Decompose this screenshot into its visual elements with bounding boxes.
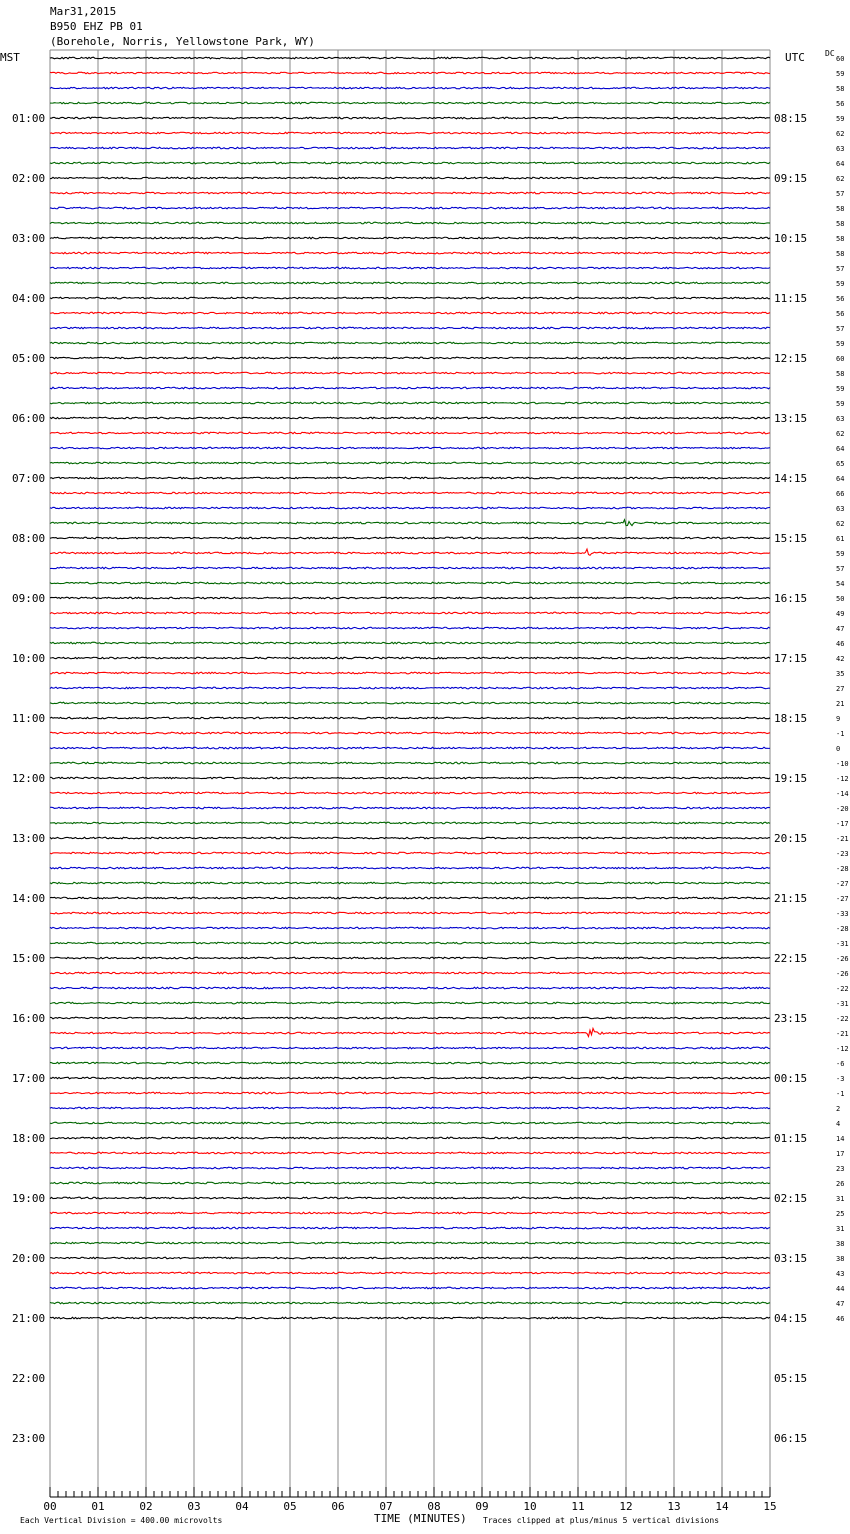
trace-67	[50, 1062, 770, 1064]
mst-hour-label: 11:00	[12, 712, 46, 725]
dc-offset-59: -31	[836, 940, 849, 948]
trace-37	[50, 612, 770, 614]
dc-offset-48: -12	[836, 775, 849, 783]
mst-hour-label: 09:00	[12, 592, 46, 605]
utc-hour-label: 14:15	[774, 472, 808, 485]
dc-offset-81: 43	[836, 1270, 845, 1278]
trace-61	[50, 972, 770, 974]
dc-offset-46: 0	[836, 745, 841, 753]
dc-offset-78: 31	[836, 1225, 845, 1233]
utc-hour-label: 15:15	[774, 532, 808, 545]
dc-offset-17: 56	[836, 310, 845, 318]
dc-offset-63: -31	[836, 1000, 849, 1008]
trace-74	[50, 1167, 770, 1169]
trace-53	[50, 852, 770, 854]
trace-7	[50, 162, 770, 164]
trace-41	[50, 672, 770, 674]
dc-offset-30: 63	[836, 505, 845, 513]
dc-offset-71: 4	[836, 1120, 841, 1128]
dc-offset-61: -26	[836, 970, 849, 978]
dc-offset-56: -27	[836, 895, 849, 903]
x-tick-label: 03	[187, 1500, 201, 1513]
x-tick-label: 05	[283, 1500, 297, 1513]
trace-12	[50, 237, 770, 239]
trace-5	[50, 132, 770, 134]
trace-69	[50, 1092, 770, 1094]
utc-hour-label: 00:15	[774, 1072, 808, 1085]
dc-offset-58: -28	[836, 925, 849, 933]
dc-offset-66: -12	[836, 1045, 849, 1053]
mst-hour-label: 12:00	[12, 772, 46, 785]
dc-offset-47: -10	[836, 760, 849, 768]
trace-71	[50, 1122, 770, 1124]
utc-hour-label: 02:15	[774, 1192, 808, 1205]
dc-offset-18: 57	[836, 325, 845, 333]
dc-offset-20: 60	[836, 355, 845, 363]
mst-hour-label: 19:00	[12, 1192, 46, 1205]
dc-offset-19: 59	[836, 340, 845, 348]
utc-hour-label: 06:15	[774, 1432, 808, 1445]
dc-offset-64: -22	[836, 1015, 849, 1023]
dc-offset-2: 58	[836, 85, 845, 93]
trace-40	[50, 657, 770, 659]
station-code: B950 EHZ PB 01	[50, 20, 143, 33]
utc-hour-label: 19:15	[774, 772, 808, 785]
trace-81	[50, 1272, 770, 1274]
trace-62	[50, 987, 770, 989]
mst-hour-label: 06:00	[12, 412, 46, 425]
dc-offset-73: 17	[836, 1150, 845, 1158]
dc-offset-12: 58	[836, 235, 845, 243]
dc-offset-75: 26	[836, 1180, 845, 1188]
dc-offset-27: 65	[836, 460, 845, 468]
dc-offset-53: -23	[836, 850, 849, 858]
utc-hour-label: 13:15	[774, 412, 808, 425]
trace-49	[50, 792, 770, 794]
trace-52	[50, 837, 770, 839]
dc-offset-76: 31	[836, 1195, 845, 1203]
mst-hour-label: 21:00	[12, 1312, 46, 1325]
mst-hour-label: 02:00	[12, 172, 46, 185]
trace-16	[50, 297, 770, 299]
dc-offset-24: 63	[836, 415, 845, 423]
dc-offset-60: -26	[836, 955, 849, 963]
dc-offset-23: 59	[836, 400, 845, 408]
vertical-scale-note: Each Vertical Division = 400.00 microvolts	[20, 1516, 223, 1525]
dc-offset-84: 46	[836, 1315, 845, 1323]
x-tick-label: 15	[763, 1500, 777, 1513]
trace-68	[50, 1077, 770, 1079]
trace-59	[50, 942, 770, 944]
utc-hour-label: 08:15	[774, 112, 808, 125]
utc-hour-label: 22:15	[774, 952, 808, 965]
dc-offset-28: 64	[836, 475, 845, 483]
dc-offset-36: 50	[836, 595, 845, 603]
trace-34	[50, 567, 770, 569]
trace-32	[50, 537, 770, 539]
dc-offset-6: 63	[836, 145, 845, 153]
trace-66	[50, 1047, 770, 1049]
x-tick-label: 14	[715, 1500, 729, 1513]
trace-35	[50, 582, 770, 584]
dc-offset-67: -6	[836, 1060, 845, 1068]
trace-14	[50, 267, 770, 269]
mst-hour-label: 14:00	[12, 892, 46, 905]
mst-hour-label: 16:00	[12, 1012, 46, 1025]
dc-offset-32: 61	[836, 535, 845, 543]
mst-axis-label: MST	[0, 51, 20, 64]
dc-offset-49: -14	[836, 790, 849, 798]
dc-offset-7: 64	[836, 160, 845, 168]
trace-83	[50, 1302, 770, 1304]
dc-offset-68: -3	[836, 1075, 845, 1083]
trace-0	[50, 57, 770, 59]
trace-10	[50, 207, 770, 209]
trace-51	[50, 822, 770, 824]
trace-1	[50, 72, 770, 74]
mst-hour-label: 13:00	[12, 832, 46, 845]
dc-offset-39: 46	[836, 640, 845, 648]
utc-hour-label: 05:15	[774, 1372, 808, 1385]
utc-hour-label: 16:15	[774, 592, 808, 605]
x-tick-label: 09	[475, 1500, 489, 1513]
trace-63	[50, 1002, 770, 1004]
dc-offset-33: 59	[836, 550, 845, 558]
utc-hour-label: 23:15	[774, 1012, 808, 1025]
utc-hour-label: 21:15	[774, 892, 808, 905]
dc-offset-65: -21	[836, 1030, 849, 1038]
utc-hour-label: 09:15	[774, 172, 808, 185]
dc-offset-9: 57	[836, 190, 845, 198]
trace-78	[50, 1227, 770, 1229]
trace-77	[50, 1212, 770, 1214]
trace-29	[50, 492, 770, 494]
x-tick-label: 11	[571, 1500, 585, 1513]
utc-hour-label: 01:15	[774, 1132, 808, 1145]
dc-offset-74: 23	[836, 1165, 845, 1173]
trace-82	[50, 1287, 770, 1289]
dc-offset-62: -22	[836, 985, 849, 993]
trace-55	[50, 882, 770, 884]
trace-15	[50, 282, 770, 284]
mst-hour-label: 05:00	[12, 352, 46, 365]
trace-45	[50, 732, 770, 734]
dc-offset-14: 57	[836, 265, 845, 273]
trace-64	[50, 1017, 770, 1019]
dc-offset-80: 38	[836, 1255, 845, 1263]
trace-26	[50, 447, 770, 449]
dc-offset-22: 59	[836, 385, 845, 393]
dc-offset-54: -28	[836, 865, 849, 873]
trace-79	[50, 1242, 770, 1244]
trace-8	[50, 177, 770, 179]
x-tick-label: 13	[667, 1500, 681, 1513]
x-tick-label: 06	[331, 1500, 345, 1513]
trace-75	[50, 1182, 770, 1184]
trace-80	[50, 1257, 770, 1259]
trace-17	[50, 312, 770, 314]
dc-offset-41: 35	[836, 670, 845, 678]
dc-offset-37: 49	[836, 610, 845, 618]
trace-2	[50, 87, 770, 89]
mst-hour-label: 22:00	[12, 1372, 46, 1385]
trace-47	[50, 762, 770, 764]
mst-hour-label: 04:00	[12, 292, 46, 305]
trace-20	[50, 357, 770, 359]
trace-9	[50, 192, 770, 194]
dc-offset-10: 58	[836, 205, 845, 213]
dc-offset-21: 58	[836, 370, 845, 378]
x-tick-label: 01	[91, 1500, 105, 1513]
trace-76	[50, 1197, 770, 1199]
utc-hour-label: 20:15	[774, 832, 808, 845]
dc-offset-1: 59	[836, 70, 845, 78]
trace-3	[50, 102, 770, 104]
x-axis-label: TIME (MINUTES)	[374, 1512, 467, 1525]
dc-offset-11: 58	[836, 220, 845, 228]
dc-offset-26: 64	[836, 445, 845, 453]
dc-offset-5: 62	[836, 130, 845, 138]
trace-72	[50, 1137, 770, 1139]
trace-42	[50, 687, 770, 689]
trace-48	[50, 777, 770, 779]
utc-hour-label: 11:15	[774, 292, 808, 305]
trace-57	[50, 912, 770, 914]
dc-offset-31: 62	[836, 520, 845, 528]
utc-hour-label: 03:15	[774, 1252, 808, 1265]
trace-25	[50, 432, 770, 434]
x-tick-label: 12	[619, 1500, 633, 1513]
dc-offset-57: -33	[836, 910, 849, 918]
trace-33	[50, 549, 770, 555]
dc-offset-83: 47	[836, 1300, 845, 1308]
mst-hour-label: 15:00	[12, 952, 46, 965]
x-tick-label: 00	[43, 1500, 57, 1513]
dc-offset-38: 47	[836, 625, 845, 633]
station-location: (Borehole, Norris, Yellowstone Park, WY)	[50, 35, 315, 48]
trace-21	[50, 372, 770, 374]
dc-offset-8: 62	[836, 175, 845, 183]
plot-date: Mar31,2015	[50, 5, 117, 18]
trace-28	[50, 477, 770, 479]
trace-65	[50, 1028, 770, 1036]
x-tick-label: 04	[235, 1500, 249, 1513]
dc-offset-35: 54	[836, 580, 845, 588]
trace-4	[50, 117, 770, 119]
dc-offset-51: -17	[836, 820, 849, 828]
trace-50	[50, 807, 770, 809]
dc-offset-40: 42	[836, 655, 845, 663]
dc-offset-15: 59	[836, 280, 845, 288]
dc-offset-0: 60	[836, 55, 845, 63]
mst-hour-label: 17:00	[12, 1072, 46, 1085]
trace-56	[50, 897, 770, 899]
dc-offset-13: 58	[836, 250, 845, 258]
clip-note: Traces clipped at plus/minus 5 vertical divisions	[483, 1516, 720, 1525]
dc-offset-4: 59	[836, 115, 845, 123]
utc-hour-label: 12:15	[774, 352, 808, 365]
x-tick-label: 07	[379, 1500, 393, 1513]
trace-6	[50, 147, 770, 149]
trace-36	[50, 597, 770, 599]
dc-label: DC	[825, 49, 835, 58]
utc-hour-label: 18:15	[774, 712, 808, 725]
mst-hour-label: 08:00	[12, 532, 46, 545]
trace-84	[50, 1317, 770, 1319]
dc-offset-34: 57	[836, 565, 845, 573]
trace-39	[50, 642, 770, 644]
utc-hour-label: 04:15	[774, 1312, 808, 1325]
x-tick-label: 02	[139, 1500, 153, 1513]
mst-hour-label: 20:00	[12, 1252, 46, 1265]
trace-24	[50, 417, 770, 419]
dc-offset-50: -20	[836, 805, 849, 813]
seismic-traces	[50, 57, 770, 1319]
utc-hour-label: 10:15	[774, 232, 808, 245]
utc-hour-label: 17:15	[774, 652, 808, 665]
dc-offset-16: 56	[836, 295, 845, 303]
trace-58	[50, 927, 770, 929]
dc-offset-70: 2	[836, 1105, 841, 1113]
utc-axis-label: UTC	[785, 51, 805, 64]
trace-31	[50, 520, 770, 526]
x-tick-label: 08	[427, 1500, 441, 1513]
dc-offset-45: -1	[836, 730, 845, 738]
dc-offset-29: 66	[836, 490, 845, 498]
x-tick-label: 10	[523, 1500, 537, 1513]
mst-hour-label: 10:00	[12, 652, 46, 665]
mst-hour-label: 18:00	[12, 1132, 46, 1145]
trace-46	[50, 747, 770, 749]
time-axis	[43, 1487, 776, 1513]
trace-73	[50, 1152, 770, 1154]
trace-30	[50, 507, 770, 509]
trace-22	[50, 387, 770, 389]
minute-gridlines	[50, 50, 770, 1490]
mst-hour-label: 23:00	[12, 1432, 46, 1445]
trace-23	[50, 402, 770, 404]
trace-43	[50, 702, 770, 704]
dc-offset-43: 21	[836, 700, 845, 708]
trace-27	[50, 462, 770, 464]
dc-offset-44: 9	[836, 715, 841, 723]
trace-70	[50, 1107, 770, 1109]
dc-offset-79: 38	[836, 1240, 845, 1248]
trace-11	[50, 222, 770, 224]
dc-offset-72: 14	[836, 1135, 845, 1143]
trace-19	[50, 342, 770, 344]
dc-offset-52: -21	[836, 835, 849, 843]
dc-offset-42: 27	[836, 685, 845, 693]
mst-hour-label: 03:00	[12, 232, 46, 245]
dc-offset-3: 56	[836, 100, 845, 108]
mst-hour-label: 01:00	[12, 112, 46, 125]
trace-18	[50, 327, 770, 329]
trace-60	[50, 957, 770, 959]
dc-offset-82: 44	[836, 1285, 845, 1293]
dc-offset-25: 62	[836, 430, 845, 438]
trace-38	[50, 627, 770, 629]
dc-offset-69: -1	[836, 1090, 845, 1098]
trace-13	[50, 252, 770, 254]
mst-hour-label: 07:00	[12, 472, 46, 485]
trace-54	[50, 867, 770, 869]
trace-44	[50, 717, 770, 719]
dc-offset-55: -27	[836, 880, 849, 888]
dc-offset-77: 25	[836, 1210, 845, 1218]
